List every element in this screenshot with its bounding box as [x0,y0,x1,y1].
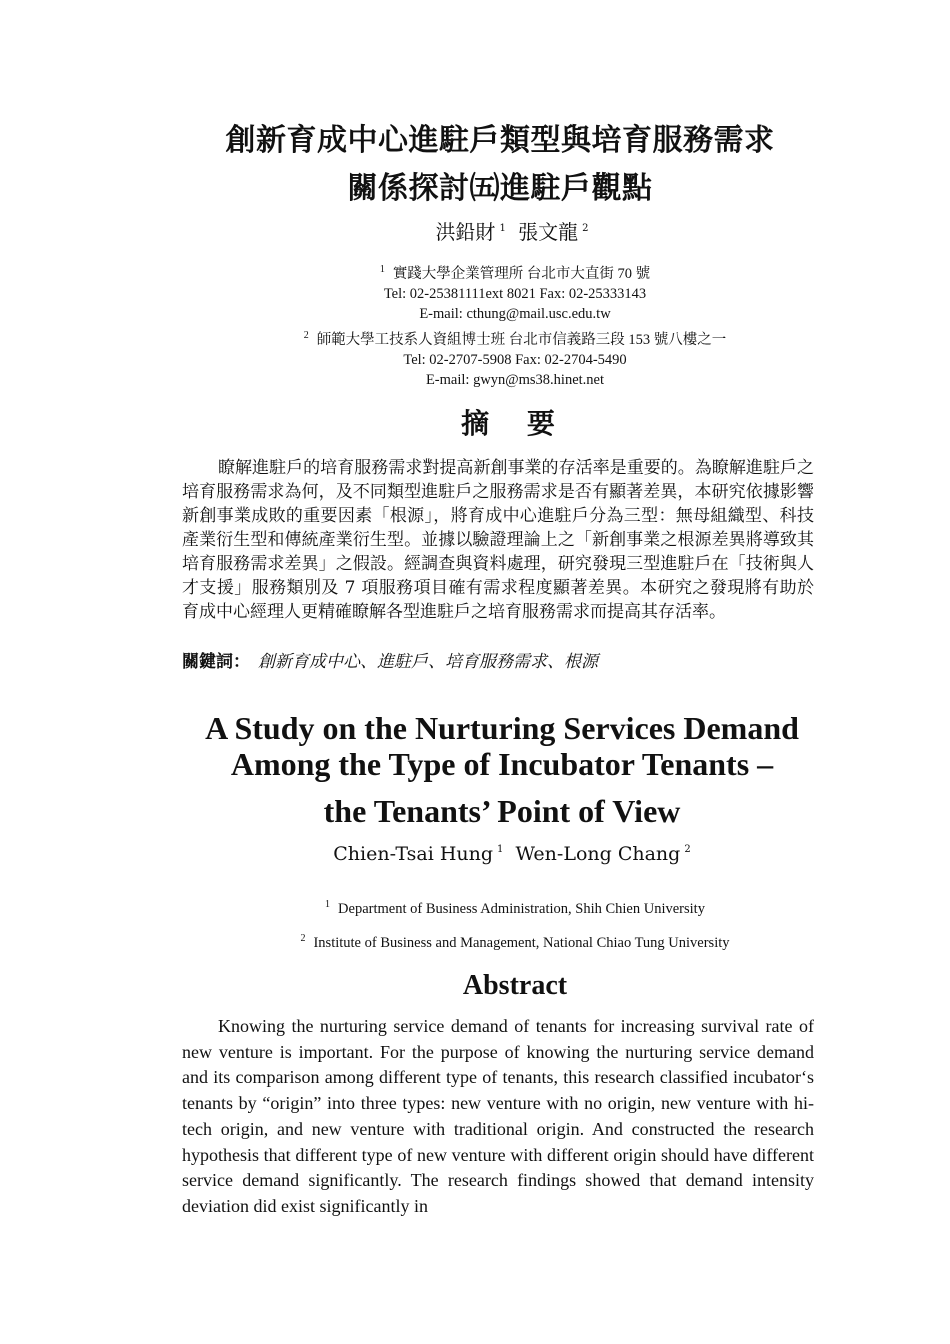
cn-keywords [182,647,598,672]
cn-title-line-1: 創新育成中心進駐戶類型與培育服務需求 [225,123,775,158]
cn-aff2-sup: 2 [303,330,309,341]
cn-affiliation-2 [0,326,950,390]
cn-title-line-2: 關係探討㈤進駐戶觀點 [347,171,653,206]
en-affiliation-2 [0,929,950,953]
en-author-1: Chien-Tsai Hung [333,843,494,865]
cn-affiliation-1 [0,260,950,324]
en-authors [0,843,950,865]
en-aff1-text: Department of Business Administration, Shih Chien University [338,901,705,917]
en-aff2-sup: 2 [300,933,306,944]
cn-aff2-line2: Tel: 02-2707-5908 Fax: 02-2704-5490 [403,352,627,368]
cn-aff1-line3: E-mail: cthung@mail.usc.edu.tw [419,306,611,322]
cn-authors [0,216,950,245]
en-abstract-body: Knowing the nurturing service demand of tenants for increasing survival rate of new venture is important. For the purpose of knowing the nurturing service demand and its comparison among different type of tenants, this research classified incubator‘s tenants by “origin” into three types: new venture with no origin, new venture with hi-tech origin, and new venture with traditional origin. And constructed the research hypothesis that different type of new venture with different origin should have different service demand significantly. The research findings showed that demand intensity deviation did exist significantly in [182,1016,814,1216]
cn-aff2-line1: 師範大學工技系人資組博士班 台北市信義路三段 153 號八樓之一 [316,332,727,348]
en-affiliation-1 [0,895,950,919]
en-aff1-sup: 1 [325,899,331,910]
en-author-1-sup: 1 [497,844,504,855]
en-title-line-3: the Tenants’ Point of View [323,793,681,829]
cn-author-2: 張文龍 [518,220,579,244]
en-author-2-sup: 2 [684,844,691,855]
en-aff2-text: Institute of Business and Management, National Chiao Tung University [313,935,730,951]
en-author-2: Wen-Long Chang [515,843,681,865]
cn-abstract-body: 瞭解進駐戶的培育服務需求對提高新創事業的存活率是重要的。為瞭解進駐戶之培育服務需求為何，及不同類型進駐戶之服務需求是否有顯著差異，本研究依據影響新創事業成敗的重要因素「根源」，將育成中心進駐戶分為三型：無母組織型、科技產業衍生型和傳統產業衍生型。並據以驗證理論上之「新創事業之根源差異將導致其培育服務需求差異」之假設。經調查與資料處理，研究發現三型進駐戶在「技術與人才支援」服務類別及 7 項服務項目確有需求程度顯著差異。本研究之發現將有助於育成中心經理人更精確瞭解各型進駐戶之培育服務需求而提高其存活率。 [182,458,814,622]
cn-aff1-line1: 實踐大學企業管理所 台北市大直街 70 號 [392,266,651,282]
cn-keywords-label: 關鍵詞： [182,652,250,672]
cn-abstract-heading: 摘 要 [461,407,569,440]
cn-author-2-sup: 2 [582,223,589,234]
cn-author-1: 洪鉛財 [435,220,496,244]
cn-author-1-sup: 1 [499,223,506,234]
cn-aff1-sup: 1 [379,264,385,275]
cn-aff1-line2: Tel: 02-25381111ext 8021 Fax: 02-25333143 [383,286,647,302]
cn-keywords-list: 創新育成中心、進駐戶、培育服務需求、根源 [258,652,598,672]
cn-aff2-line3: E-mail: gwyn@ms38.hinet.net [425,372,605,388]
en-title-line-1: A Study on the Nurturing Services Demand [205,710,799,746]
en-title-line-2: Among the Type of Incubator Tenants – [230,746,774,782]
en-abstract-heading: Abstract [462,970,568,1001]
